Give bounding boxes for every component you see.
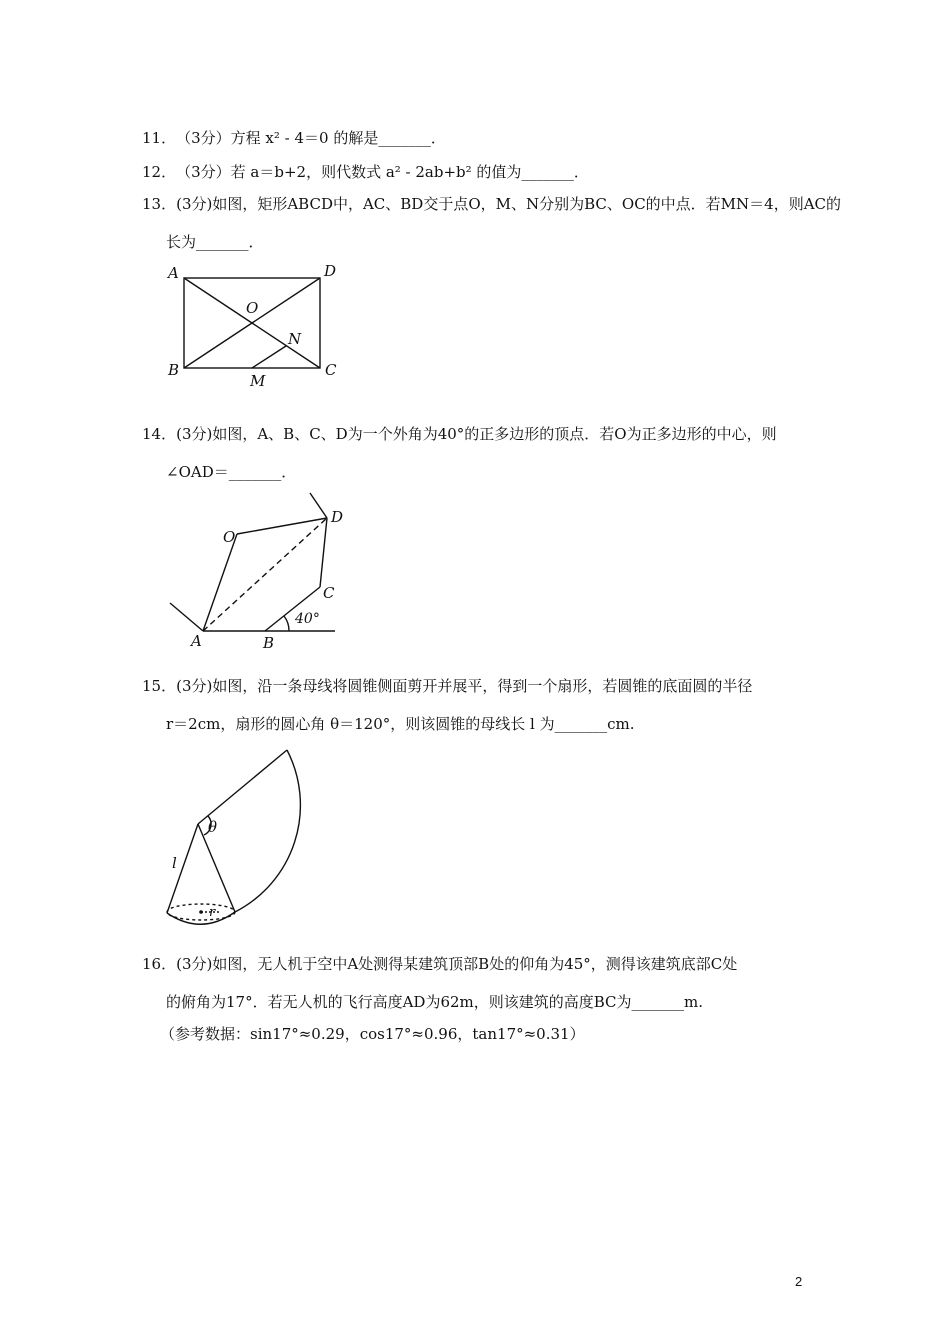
- sector-radius-top: [198, 750, 287, 824]
- sector-arc: [235, 750, 300, 912]
- question-number: 11．: [142, 129, 177, 147]
- question-text: （3分）方程 x² - 4＝0 的解是_______．: [176, 129, 446, 147]
- question-number: 12．: [142, 163, 177, 181]
- question-text: (3分)如图，无人机于空中A处测得某建筑顶部B处的仰角为45°，测得该建筑底部C处: [176, 955, 738, 973]
- label-l: l: [172, 854, 177, 872]
- question-13-continuation: 长为_______．: [166, 233, 264, 251]
- label-c: C: [323, 584, 335, 602]
- question-text: (3分)如图，矩形ABCD中，AC、BD交于点O，M、N分别为BC、OC的中点．若MN＝4，则AC的: [176, 195, 842, 213]
- segment-mn: [252, 346, 286, 368]
- question-15-continuation: r＝2cm，扇形的圆心角 θ＝120°，则该圆锥的母线长 l 为_______cm.: [166, 715, 635, 733]
- label-angle: 40°: [295, 611, 320, 627]
- label-theta: θ: [208, 818, 218, 836]
- label-a: A: [168, 264, 179, 282]
- question-14-continuation: ∠OAD＝_______．: [166, 463, 297, 481]
- extension-line-a: [170, 603, 203, 631]
- question-13: [142, 194, 842, 214]
- question-text: (3分)如图，沿一条母线将圆锥侧面剪开并展平，得到一个扇形，若圆锥的底面圆的半径: [176, 677, 753, 695]
- question-12: [142, 162, 822, 182]
- question-11: [142, 128, 822, 148]
- question-number: 14．: [142, 425, 177, 443]
- question-16: [142, 954, 822, 974]
- label-b: B: [168, 361, 180, 379]
- question-16-continuation: 的俯角为17°．若无人机的飞行高度AD为62m，则该建筑的高度BC为_______m.: [166, 993, 704, 1011]
- question-number: 16．: [142, 955, 177, 973]
- label-b: B: [263, 634, 275, 652]
- question-text: (3分)如图，A、B、C、D为一个外角为40°的正多边形的顶点．若O为正多边形的中心，则: [176, 425, 777, 443]
- reference-data: （参考数据：sin17°≈0.29，cos17°≈0.96，tan17°≈0.31）: [160, 1025, 585, 1043]
- label-d: D: [324, 262, 337, 280]
- question-15: [142, 676, 822, 696]
- label-n: N: [288, 330, 302, 348]
- cone-figure: [155, 740, 325, 930]
- label-m: M: [250, 372, 266, 388]
- label-o: O: [223, 528, 236, 546]
- polygon-figure: [165, 488, 355, 653]
- segment-od: [237, 518, 327, 534]
- label-c: C: [325, 361, 337, 379]
- cone-slant-right: [198, 824, 235, 912]
- segment-cd: [320, 518, 327, 587]
- angle-arc: [284, 616, 289, 631]
- label-d: D: [331, 508, 344, 526]
- question-text: （3分）若 a＝b+2，则代数式 a² - 2ab+b² 的值为_______．: [176, 163, 589, 181]
- page-number: 2: [795, 1274, 803, 1289]
- label-r: r: [209, 905, 216, 920]
- question-14: [142, 424, 822, 444]
- label-o: O: [246, 299, 259, 317]
- question-number: 15．: [142, 677, 177, 695]
- base-center-dot: [199, 910, 203, 914]
- rectangle-figure: [160, 258, 350, 388]
- question-number: 13．: [142, 195, 177, 213]
- extension-line-d: [310, 493, 327, 518]
- label-a: A: [191, 632, 202, 650]
